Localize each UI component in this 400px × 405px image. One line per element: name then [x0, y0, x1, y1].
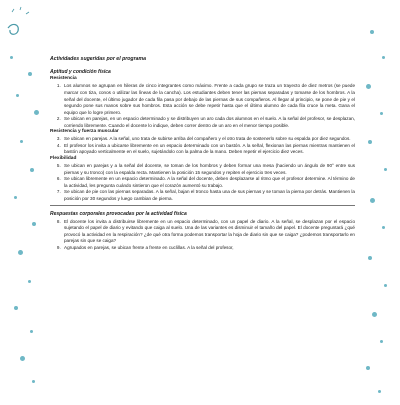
document-body	[50, 69, 355, 252]
left-margin-decoration	[0, 0, 44, 400]
decoration-dot	[378, 390, 381, 393]
decoration-dot	[28, 72, 32, 76]
section-title: Aptitud y condición física	[50, 68, 111, 75]
decoration-dot	[10, 56, 13, 59]
section-title: Respuestas corporales provocadas por la actividad física	[50, 211, 187, 218]
decoration-dot	[380, 340, 383, 343]
subsection-title: Flexibilidad	[50, 155, 77, 161]
subsection-title: Resistencia	[50, 76, 77, 82]
decoration-dot	[368, 256, 372, 260]
document-page	[50, 56, 355, 251]
decoration-dot	[34, 110, 39, 115]
document-title: Actividades sugeridas por el programa	[50, 56, 146, 62]
decoration-dot	[32, 380, 35, 383]
decoration-dot	[370, 30, 374, 34]
activity-item: 6. Se ubican libremente en un espacio determinado. A la señal del docente, deben desplazarse al ritmo que el profesor determine. Al término de la actividad, les pregunta cuándo sintieron que el corazón aumentó su trabajo.	[62, 176, 355, 189]
decoration-dot	[20, 356, 25, 361]
decoration-dot	[370, 198, 375, 203]
swirl-decoration-icon	[0, 0, 44, 400]
decoration-dot	[14, 196, 17, 199]
activity-list	[50, 83, 355, 129]
decoration-dot	[372, 312, 377, 317]
decoration-dot	[384, 168, 387, 171]
activity-item: 5. Se ubican en parejas y a la señal del docente, se toman de los hombros y deben formar una mesa (haciendo un ángulo de 90° entre sus piernas y su tronco) con la espalda recta. Mantienen la posición 15 segundos y repiten el ejercicio tres veces.	[62, 163, 355, 176]
right-margin-decoration	[356, 0, 400, 400]
section-divider	[50, 205, 355, 206]
activity-item: 1. Los alumnos se agrupan en hileras de cinco integrantes como máximo. Frente a cada grupo se traza un trayecto de diez metros (se puede marcar con tiza, conos o utilizar las líneas de la cancha). Los estudiantes deben tener las piernas separadas y tomarse de los hombros. A la señal del docente, el último jugador de cada fila pasa por debajo de las piernas de sus compañeros. Al llegar al principio, se pone de pie y el segundo pone sus manos sobre sus hombros. Esta acción se debe repetir hasta que el último alumno de cada fila cruce la meta. Gana el equipo que lo logre primero.	[62, 83, 355, 116]
decoration-dot	[18, 250, 23, 255]
decoration-dot	[32, 222, 36, 226]
decoration-dot	[30, 330, 33, 333]
decoration-dot	[384, 284, 387, 287]
decoration-dot	[28, 280, 31, 283]
decoration-dot	[14, 306, 18, 310]
decoration-dot	[380, 112, 383, 115]
decoration-dot	[16, 94, 19, 97]
activity-list	[50, 136, 355, 156]
decoration-dot	[366, 366, 370, 370]
activity-item: 7. Se ubican de pie con las piernas separadas. A la señal, bajan el tronco hasta una de sus piernas y se toman la pierna por detrás. Mantienen la posición por 30 segundos y luego cambian de pierna.	[62, 189, 355, 202]
decoration-dot	[382, 226, 385, 229]
activity-list	[50, 219, 355, 252]
decoration-dot	[30, 168, 34, 172]
subsection-title: Resistencia y fuerza muscular	[50, 129, 119, 135]
decoration-dot	[366, 84, 371, 89]
activity-item: 8. El docente los invita a distribuirse libremente en un espacio determinado, con un papel de diario. A la señal, se desplazan por el espacio sujetando el papel de diario y evitando que caiga al suelo. Una de las variantes es disminuir el tamaño del papel. El docente preguntará ¿qué provocó la actividad en la respiración? ¿de qué otra forma podemos transportar la hoja de diario sin que se caiga? ¿podemos transportarlo en parejas sin que se caiga?	[62, 219, 355, 245]
decoration-dot	[382, 56, 385, 59]
decoration-dot	[368, 140, 372, 144]
activity-item: 3. Se ubican en parejas. A la señal, uno trata de subirse arriba del compañero y el otro trata de sostenerlo sobre su espalda por diez segundos.	[62, 136, 355, 143]
activity-item: 4. El profesor los invita a ubicarse libremente en un espacio determinado con un bastón. A la señal, flexionan las piernas mientras mantienen el bastón apoyado verticalmente en el suelo, sujetándolo con la palma de la mano. Deben repetir el ejercicio diez veces.	[62, 143, 355, 156]
activity-list	[50, 163, 355, 202]
decoration-dot	[20, 140, 23, 143]
activity-item: 2. Se ubican en parejas, en un espacio determinado y se distribuyen un aro cada dos alumnos en el suelo. A la señal del profesor, se desplazan, corriendo libremente. Cuando el docente lo indique, deben correr dentro de un aro en el menor tiempo posible.	[62, 116, 355, 129]
activity-item: 9. Agrupados en parejas, se ubican frente a frente en cuclillas. A la señal del profesor,	[62, 245, 355, 252]
